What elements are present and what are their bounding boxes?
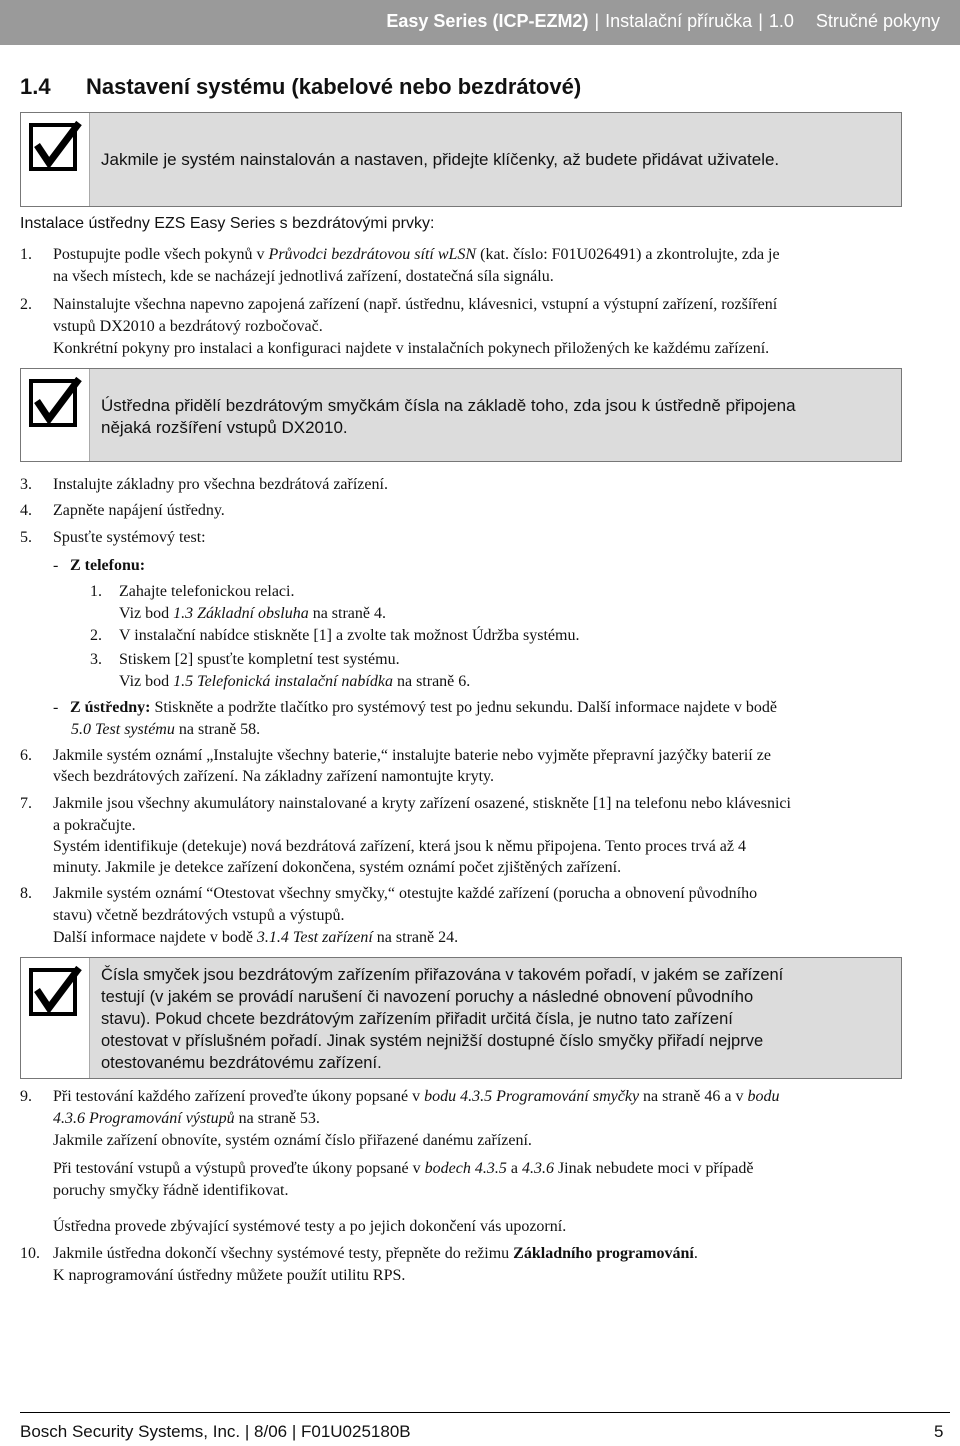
step-2-cont: Konkrétní pokyny pro instalaci a konfiguraci najdete v instalačních pokynech přiložených ke každému zařízení. — [53, 340, 770, 357]
step-8-cont: stavu) včetně bezdrátových vstupů a výstupů. — [53, 907, 345, 924]
ref-prefix: Viz bod — [119, 673, 174, 690]
step-number: 10. — [20, 1245, 40, 1262]
footer-info: Bosch Security Systems, Inc. | 8/06 | F01U025180B — [20, 1422, 411, 1441]
note-line: otestovanému bezdrátovému zařízení. — [101, 1054, 382, 1072]
step-number: 1. — [20, 246, 32, 263]
header-manual: Instalační příručka — [605, 11, 753, 31]
step-text: V instalační nabídce stiskněte [1] a zvolte tak možnost Údržba systému. — [119, 627, 580, 644]
page-number: 5 — [934, 1422, 944, 1441]
step-reference: 3.1.4 Test zařízení — [256, 929, 373, 946]
note-text: Jakmile je systém nainstalován a nastaven, přidejte klíčenky, až budete přidávat uživatele. — [101, 150, 780, 169]
step-number: 9. — [20, 1088, 32, 1105]
step-reference: bodu — [747, 1088, 780, 1105]
step-reference: bodech 4.3.5 — [424, 1160, 507, 1177]
step-text: . — [693, 1245, 698, 1262]
step-text: Postupujte podle všech pokynů v — [53, 246, 269, 263]
option-phone — [53, 555, 146, 577]
step-text: Při testování každého zařízení proveďte úkony popsané v — [53, 1088, 425, 1105]
footer-rule — [20, 1412, 950, 1413]
step-reference: 5.0 Test systému — [71, 721, 175, 738]
header-section: Stručné pokyny — [815, 11, 940, 31]
ref-page: na straně 6. — [392, 673, 471, 690]
footer-doc-number: F01U025180B — [300, 1422, 411, 1441]
step-1-cont: na všech místech, kde se nacházejí jednotlivá zařízení, dostatečná síla signálu. — [53, 268, 554, 285]
note-icon-cell — [21, 113, 90, 206]
note-icon-cell — [21, 958, 90, 1078]
step-reference: 1.5 Telefonická instalační nabídka — [173, 673, 393, 690]
footer-date: 8/06 — [254, 1422, 288, 1441]
step-7-cont: Systém identifikuje (detekuje) nová bezdrátová zařízení, která jsou k němu připojena. Tento proces trvá až 4 — [53, 838, 746, 855]
ref-page: na straně 53. — [234, 1110, 320, 1127]
step-number: 3. — [20, 476, 32, 493]
note-box-keyfobs — [20, 112, 902, 207]
note-icon-cell — [21, 369, 90, 461]
step-number: 5. — [20, 529, 32, 546]
step-text: Instalujte základny pro všechna bezdrátová zařízení. — [53, 476, 388, 493]
option-panel — [53, 697, 777, 719]
note-box-dx2010 — [20, 368, 902, 462]
option-label: Z ústředny: — [70, 699, 151, 716]
section-heading — [20, 74, 581, 100]
step-9-cont: Jakmile zařízení obnovíte, systém oznámí číslo přiřazené danému zařízení. — [53, 1132, 532, 1149]
step-text: a — [506, 1160, 522, 1177]
checkbox-note-icon — [27, 964, 83, 1020]
step-10-cont: K naprogramování ústředny můžete použít utilitu RPS. — [53, 1267, 406, 1284]
step-reference: 4.3.6 — [521, 1160, 554, 1177]
option-dash: - — [53, 557, 59, 574]
step-text: na straně 46 a v — [639, 1088, 748, 1105]
phone-step-1-ref — [119, 603, 386, 625]
step-emphasis: Základního programování — [513, 1245, 694, 1262]
step-number: 2. — [20, 296, 32, 313]
step-text: (kat. číslo: F01U026491) a zkontrolujte, zda je — [476, 246, 780, 263]
step-text: Jinak nebudete moci v případě — [553, 1160, 754, 1177]
header-product: Easy Series (ICP-EZM2) — [386, 11, 589, 31]
step-8-ref — [53, 927, 458, 949]
phone-step-3-ref — [119, 671, 470, 693]
running-header: Easy Series (ICP-EZM2) | Instalační příručka | 1.0 Stručné pokyny — [386, 11, 940, 31]
option-dash: - — [53, 699, 59, 716]
ref-prefix: Další informace najdete v bodě — [53, 929, 257, 946]
step-2-cont: vstupů DX2010 a bezdrátový rozbočovač. — [53, 318, 323, 335]
step-reference: 4.3.6 Programování výstupů — [53, 1110, 235, 1127]
ref-page: na straně 24. — [372, 929, 459, 946]
step-number: 6. — [20, 747, 32, 764]
step-6-cont: všech bezdrátových zařízení. Na základny zařízení namontujte kryty. — [53, 768, 494, 785]
note-line: stavu). Pokud chcete bezdrátovým zařízením přiřadit určitá čísla, je nutno tato zařízení — [101, 1010, 733, 1028]
step-text: Zahajte telefonickou relaci. — [119, 583, 295, 600]
step-reference: bodu 4.3.5 Programování smyčky — [424, 1088, 640, 1105]
step-text: Stiskem [2] spusťte kompletní test systému. — [119, 651, 400, 668]
header-bar — [0, 0, 960, 45]
step-text: Jakmile systém oznámí „Instalujte všechny baterie,“ instalujte baterie nebo vyjměte přepravní jazýčky baterií ze — [53, 747, 771, 764]
step-text: Jakmile ústředna dokončí všechny systémové testy, přepněte do režimu — [53, 1245, 514, 1262]
note-line: Ústředna přidělí bezdrátovým smyčkám čísla na základě toho, zda jsou k ústředně připojena — [101, 396, 796, 415]
step-7-cont: a pokračujte. — [53, 817, 136, 834]
heading-title: Nastavení systému (kabelové nebo bezdrátové) — [86, 74, 582, 99]
step-text: Jakmile systém oznámí “Otestovat všechny smyčky,“ otestujte každé zařízení (porucha a obnovení původního — [53, 885, 758, 902]
step-text: Stiskněte a podržte tlačítko pro systémový test po jednu sekundu. Další informace najdete v bodě — [150, 699, 777, 716]
ref-prefix: Viz bod — [119, 605, 174, 622]
note-line: nějaká rozšíření vstupů DX2010. — [101, 418, 348, 437]
step-reference: 1.3 Základní obsluha — [173, 605, 309, 622]
step-text: Jakmile jsou všechny akumulátory nainstalované a kryty zařízení osazené, stiskněte [1] na telefonu nebo klávesnici — [53, 795, 791, 812]
intro-text: Instalace ústředny EZS Easy Series s bezdrátovými prvky: — [20, 215, 435, 232]
step-9-cont — [53, 1108, 320, 1130]
note-box-loop-numbers — [20, 957, 902, 1079]
ref-page: na straně 58. — [174, 721, 261, 738]
heading-number: 1.4 — [20, 74, 51, 99]
step-number: 4. — [20, 502, 32, 519]
step-text: Při testování vstupů a výstupů proveďte úkony popsané v — [53, 1160, 425, 1177]
checkbox-note-icon — [27, 375, 83, 431]
step-text: Zapněte napájení ústředny. — [53, 502, 225, 519]
step-number: 3. — [90, 651, 102, 668]
note-line: Čísla smyček jsou bezdrátovým zařízením přiřazována v takovém pořadí, v jakém se zařízení — [101, 966, 784, 984]
note-line: testují (v jakém se provádí narušení či navození poruchy a následné obnovení původního — [101, 988, 754, 1006]
step-number: 1. — [90, 583, 102, 600]
step-number: 7. — [20, 795, 32, 812]
ref-page: na straně 4. — [308, 605, 387, 622]
step-9-cont — [53, 1158, 753, 1180]
step-reference: Průvodci bezdrátovou sítí wLSN — [268, 246, 477, 263]
step-9-cont: Ústředna provede zbývající systémové testy a po jejich dokončení vás upozorní. — [53, 1218, 567, 1235]
option-panel-ref — [71, 719, 260, 741]
footer-company: Bosch Security Systems, Inc. — [20, 1422, 241, 1441]
checkbox-note-icon — [27, 119, 83, 175]
step-text: Spusťte systémový test: — [53, 529, 206, 546]
note-text — [101, 395, 883, 439]
note-line: otestovat v příslušném pořadí. Jinak systém nejnižší dostupné číslo smyčky přiřadí nejprve — [101, 1032, 764, 1050]
step-number: 8. — [20, 885, 32, 902]
note-text — [101, 964, 883, 1074]
header-version: 1.0 — [768, 11, 794, 31]
step-number: 2. — [90, 627, 102, 644]
step-7-cont: minuty. Jakmile je detekce zařízení dokončena, systém oznámí počet zjištěných zařízení. — [53, 859, 622, 876]
step-text: Nainstalujte všechna napevno zapojená zařízení (např. ústřednu, klávesnici, vstupní a výstupní zařízení, rozšíření — [53, 296, 778, 313]
option-label: Z telefonu: — [70, 557, 146, 574]
step-9-cont: poruchy smyčky řádně identifikovat. — [53, 1182, 289, 1199]
